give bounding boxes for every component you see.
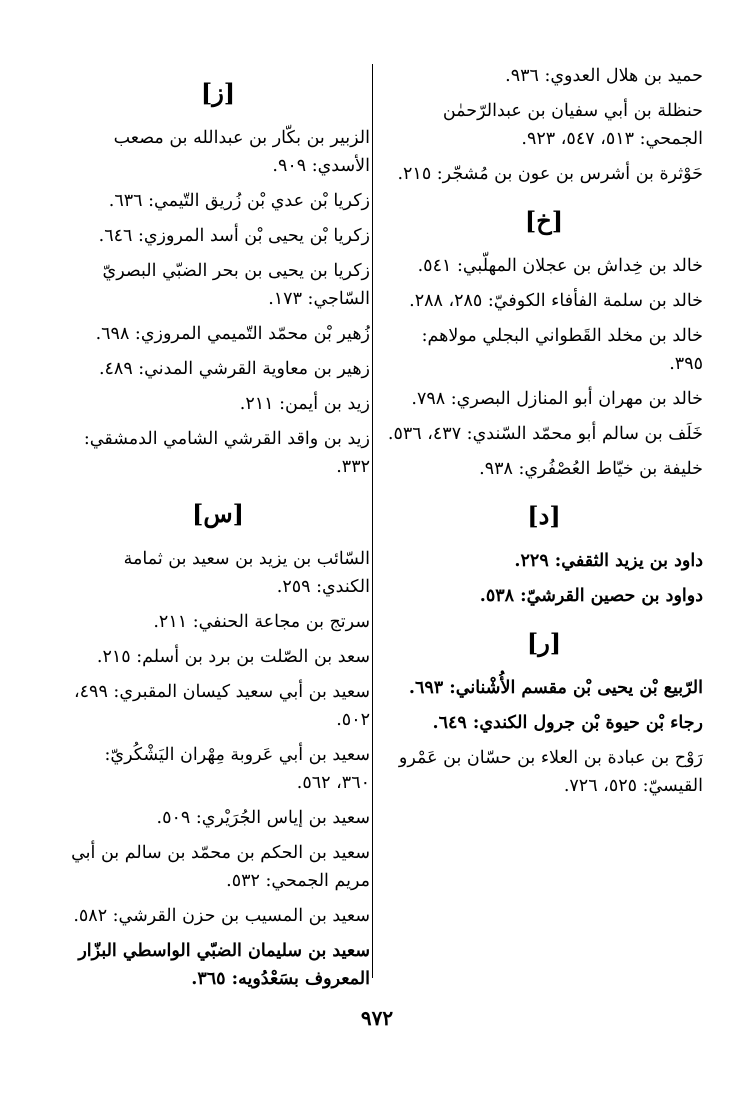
index-entry: الرّبيع بْن يحيى بْن مقسم الأُشْناني: ٦٩٣.	[408, 678, 703, 698]
section-heading-zay: [ز]	[200, 78, 236, 107]
index-entry: سعيد بن إياس الجُرَيْري: ٥٠٩.	[156, 808, 370, 828]
index-entry: خالد بن سلمة الفأفاء الكوفيّ: ٢٨٥، ٢٨٨.	[409, 291, 703, 311]
index-entry: حنظلة بن أبي سفيان بن عبدالرّحمٰن الجمحي: ٥١٣، ٥٤٧، ٩٢٣.	[442, 101, 703, 149]
index-entry: سرتج بن مجاعة الحنفي: ٢١١.	[153, 612, 370, 632]
index-entry: سعيد بن أبي سعيد كيسان المقبري: ٤٩٩، ٥٠٢.	[74, 682, 370, 730]
column-divider	[372, 64, 373, 978]
index-entry: خالد بن مخلد القَطواني البجلي مولاهم: ٣٩٥.	[421, 326, 703, 374]
index-entry: خليفة بن خيّاط العُصْفُري: ٩٣٨.	[479, 459, 703, 479]
index-entry: زكريا بْن عدي بْن زُريق التّيمي: ٦٣٦.	[108, 191, 370, 211]
index-entry: خَلَف بن سالم أبو محمّد السّندي: ٤٣٧، ٥٣٦.	[387, 424, 703, 444]
index-entry: سعد بن الصّلت بن برد بن أسلم: ٢١٥.	[96, 647, 370, 667]
section-heading-sin: [س]	[191, 499, 244, 528]
index-entry: زهير بن معاوية القرشي المدني: ٤٨٩.	[98, 359, 370, 379]
index-entry: زُهير بْن محمّد التّميمي المروزي: ٦٩٨.	[95, 324, 370, 344]
index-entry: حميد بن هلال العدوي: ٩٣٦.	[505, 66, 703, 86]
index-entry: سعيد بن سليمان الضبّي الواسطي البزّار المعروف بسَعْدُويه: ٣٦٥.	[78, 941, 370, 989]
index-entry: زكريا بْن يحيى بْن أسد المروزي: ٦٤٦.	[98, 226, 370, 246]
section-heading-kha: [خ]	[524, 206, 564, 235]
index-entry: سعيد بن المسيب بن حزن القرشي: ٥٨٢.	[73, 906, 370, 926]
index-entry: زيد بن واقد القرشي الشامي الدمشقي: ٣٣٢.	[83, 429, 370, 477]
left-column	[66, 62, 370, 1000]
index-entry: السّائب بن يزيد بن سعيد بن ثمامة الكندي: ٢٥٩.	[123, 549, 370, 597]
right-column	[385, 62, 703, 807]
section-heading-ra: [ر]	[526, 628, 562, 657]
index-entry: داود بن يزيد الثقفي: ٢٢٩.	[514, 551, 703, 571]
index-entry: رَوْح بن عبادة بن العلاء بن حسّان بن عَمْرو القيسيّ: ٥٢٥، ٧٢٦.	[398, 748, 703, 796]
index-entry: سعيد بن أبي عَروبة مِهْران اليَشْكُريّ: ٣٦٠، ٥٦٢.	[104, 745, 370, 793]
index-entry: زيد بن أيمن: ٢١١.	[239, 394, 370, 414]
index-entry: زكريا بن يحيى بن بحر الضبّي البصريّ السّاجي: ١٧٣.	[102, 261, 370, 309]
index-entry: خالد بن خِداش بن عجلان المهلّبي: ٥٤١.	[417, 256, 703, 276]
index-entry: حَوْثرة بن أشرس بن عون بن مُشجّر: ٢١٥.	[397, 164, 703, 184]
section-heading-dal: [د]	[527, 501, 561, 530]
index-entry: خالد بن مهران أبو المنازل البصري: ٧٩٨.	[411, 389, 703, 409]
index-entry: الزبير بن بكّار بن عبدالله بن مصعب الأسدي: ٩٠٩.	[113, 128, 370, 176]
index-entry: سعيد بن الحكم بن محمّد بن سالم بن أبي مريم الجمحي: ٥٣٢.	[71, 843, 370, 891]
index-entry: رجاء بْن حيوة بْن جرول الكندي: ٦٤٩.	[432, 713, 703, 733]
index-entry: دواود بن حصين القرشيّ: ٥٣٨.	[479, 586, 703, 606]
page-number: ٩٧٢	[360, 1006, 394, 1030]
